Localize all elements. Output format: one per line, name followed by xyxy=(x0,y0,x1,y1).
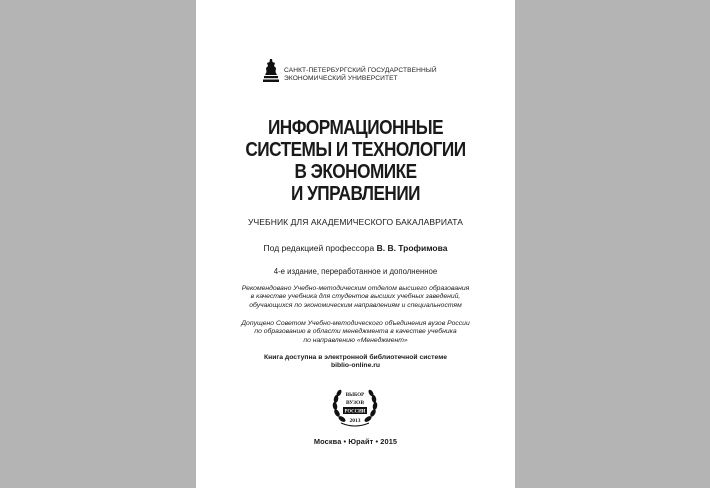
recommendation-line1: Рекомендовано Учебно-методическим отделом высшего образования xyxy=(241,285,470,292)
imprint-line: Москва • Юрайт • 2015 xyxy=(313,437,398,446)
emblem-middle-text: ВУЗОВ xyxy=(345,400,365,406)
availability-line1: Книга доступна в электронной библиотечной системе xyxy=(263,354,448,361)
availability-note xyxy=(196,354,515,371)
emblem-top-text: ВЫБОР xyxy=(345,393,365,398)
recommendation-note xyxy=(196,285,515,310)
university-logo-icon xyxy=(263,58,279,84)
book-title-line3: В ЭКОНОМИКЕ xyxy=(294,161,417,183)
approval-line2: по образованию в области менеджмента в качестве учебника xyxy=(254,328,457,336)
emblem-bottom-text: РОССИИ xyxy=(344,409,366,415)
book-title-line2: СИСТЕМЫ И ТЕХНОЛОГИИ xyxy=(245,139,466,161)
edition-note: 4-е издание, переработанное и дополненное xyxy=(273,267,438,276)
recommendation-line3: обучающихся по экономическим направлениям и специальностям xyxy=(249,301,462,309)
book-title-line1: ИНФОРМАЦИОННЫЕ xyxy=(267,117,444,139)
university-name-line1: САНКТ-ПЕТЕРБУРГСКИЙ ГОСУДАРСТВЕННЫЙ xyxy=(284,67,437,74)
book-title xyxy=(218,117,492,205)
editor-name: В. В. Трофимова xyxy=(376,243,448,253)
recommendation-line2: в качестве учебника для студентов высших учебных заведений, xyxy=(250,293,461,301)
approval-line3: по направлению «Менеджмент» xyxy=(303,336,408,344)
availability-link: biblio-online.ru xyxy=(330,362,381,370)
editor-line xyxy=(196,243,515,253)
title-page xyxy=(196,0,515,488)
emblem-year: 2013 xyxy=(349,418,361,424)
laurel-wreath-icon xyxy=(327,383,383,429)
university-name-line2: ЭКОНОМИЧЕСКИЙ УНИВЕРСИТЕТ xyxy=(284,75,398,82)
editor-prefix: Под редакцией профессора xyxy=(263,243,375,253)
book-subtitle: УЧЕБНИК ДЛЯ АКАДЕМИЧЕСКОГО БАКАЛАВРИАТА xyxy=(248,217,463,227)
approval-line1: Допущено Советом Учебно-методического объединения вузов России xyxy=(241,320,470,327)
approval-note xyxy=(196,320,515,345)
book-title-line4: И УПРАВЛЕНИИ xyxy=(290,183,421,205)
university-name xyxy=(284,67,437,83)
